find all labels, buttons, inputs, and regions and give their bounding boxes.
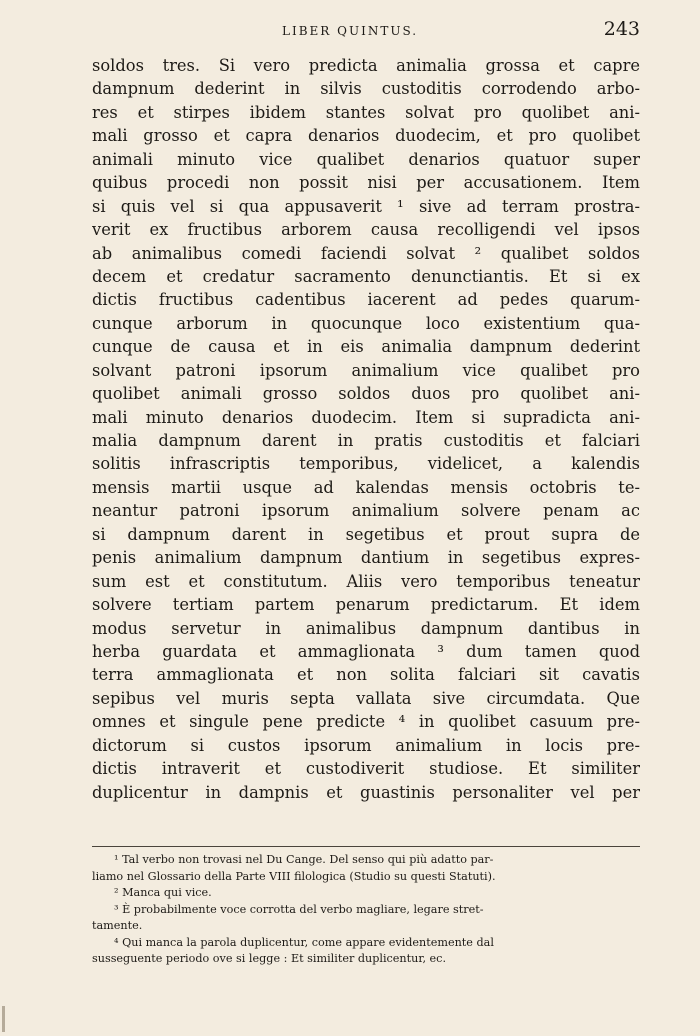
- footnote-mark: ³: [114, 902, 119, 916]
- running-head: LIBER QUINTUS.: [282, 24, 419, 38]
- footnotes: [92, 852, 640, 968]
- text-line: solvere tertiam partem penarum predictarum. Et idem: [92, 595, 640, 615]
- text-line: dampnum dederint in silvis custoditis corrodendo arbo-: [92, 79, 640, 99]
- text-line: solitis infrascriptis temporibus, videlicet, a kalendis: [92, 454, 640, 474]
- footnote-line: [92, 869, 640, 886]
- text-line: dictis intraverit et custodiverit studiose. Et similiter: [92, 759, 640, 779]
- text-line: animali minuto vice qualibet denarios quatuor super: [92, 149, 640, 169]
- footnote-line: [92, 918, 640, 935]
- text-line: malia dampnum darent in pratis custoditis et falciari: [92, 431, 640, 450]
- footnote-line: [92, 935, 640, 952]
- text-line: quibus procedi non possit nisi per accusationem. Item: [92, 173, 640, 193]
- page-header: [92, 18, 640, 44]
- text-line: cunque de causa et in eis animalia dampnum dederint: [92, 337, 640, 357]
- footnote-text: Manca qui vice.: [122, 886, 212, 899]
- body-text: [92, 54, 640, 804]
- text-line: duplicentur in dampnis et guastinis personaliter vel per: [92, 782, 640, 802]
- text-line: cunque arborum in quocunque loco existentium qua-: [92, 313, 640, 333]
- footnote-text: Qui manca la parola duplicentur, come appare evidentemente dal: [122, 935, 494, 949]
- text-line: terra ammaglionata et non solita falciari sit cavatis: [92, 665, 640, 685]
- text-line: mali minuto denarios duodecim. Item si supradicta ani-: [92, 407, 640, 427]
- text-line: mali grosso et capra denarios duodecim, et pro quolibet: [92, 126, 640, 146]
- margin-mark: [2, 1006, 5, 1032]
- text-line: neantur patroni ipsorum animalium solvere penam ac: [92, 501, 640, 521]
- footnote-text: tamente.: [92, 919, 143, 932]
- text-line: omnes et singule pene predicte ⁴ in quolibet casuum pre-: [92, 712, 640, 732]
- footnote-line: [92, 951, 640, 968]
- text-line: penis animalium dampnum dantium in segetibus expres-: [92, 548, 640, 568]
- text-line: quolibet animali grosso soldos duos pro quolibet ani-: [92, 384, 640, 404]
- footnote-text: Tal verbo non trovasi nel Du Cange. Del senso qui più adatto par-: [122, 853, 494, 866]
- text-line: mensis martii usque ad kalendas mensis octobris te-: [92, 477, 640, 497]
- text-line: si dampnum darent in segetibus et prout supra de: [92, 524, 640, 544]
- text-line: sum est et constitutum. Aliis vero temporibus teneatur: [92, 571, 640, 591]
- footnote-rule: [92, 846, 640, 847]
- text-line: si quis vel si qua appusaverit ¹ sive ad terram prostra-: [92, 196, 640, 216]
- footnote-line: [92, 852, 640, 869]
- text-line: soldos tres. Si vero predicta animalia grossa et capre: [92, 56, 640, 75]
- page-number: 243: [603, 18, 640, 40]
- text-line: dictorum si custos ipsorum animalium in locis pre-: [92, 735, 640, 755]
- footnote-text: liamo nel Glossario della Parte VIII filologica (Studio su questi Statuti).: [92, 869, 496, 883]
- footnote-mark: ⁴: [114, 935, 119, 949]
- text-line: modus servetur in animalibus dampnum dantibus in: [92, 618, 640, 638]
- footnote-text: susseguente periodo ove si legge : Et similiter duplicentur, ec.: [92, 952, 446, 965]
- text-line: dictis fructibus cadentibus iacerent ad pedes quarum-: [92, 290, 640, 310]
- text-line: ab animalibus comedi faciendi solvat ² qualibet soldos: [92, 243, 640, 263]
- text-line: herba guardata et ammaglionata ³ dum tamen quod: [92, 641, 640, 661]
- text-line: solvant patroni ipsorum animalium vice qualibet pro: [92, 360, 640, 380]
- text-line: verit ex fructibus arborem causa recolligendi vel ipsos: [92, 220, 640, 240]
- footnote-line: [92, 885, 640, 902]
- footnote-text: È probabilmente voce corrotta del verbo magliare, legare stret-: [122, 902, 484, 916]
- footnote-mark: ¹: [114, 853, 119, 866]
- text-line: res et stirpes ibidem stantes solvat pro quolibet ani-: [92, 102, 640, 122]
- footnote-mark: ²: [114, 886, 119, 899]
- text-line: sepibus vel muris septa vallata sive circumdata. Que: [92, 688, 640, 708]
- text-line: decem et credatur sacramento denunctiantis. Et si ex: [92, 266, 640, 286]
- footnote-line: [92, 902, 640, 919]
